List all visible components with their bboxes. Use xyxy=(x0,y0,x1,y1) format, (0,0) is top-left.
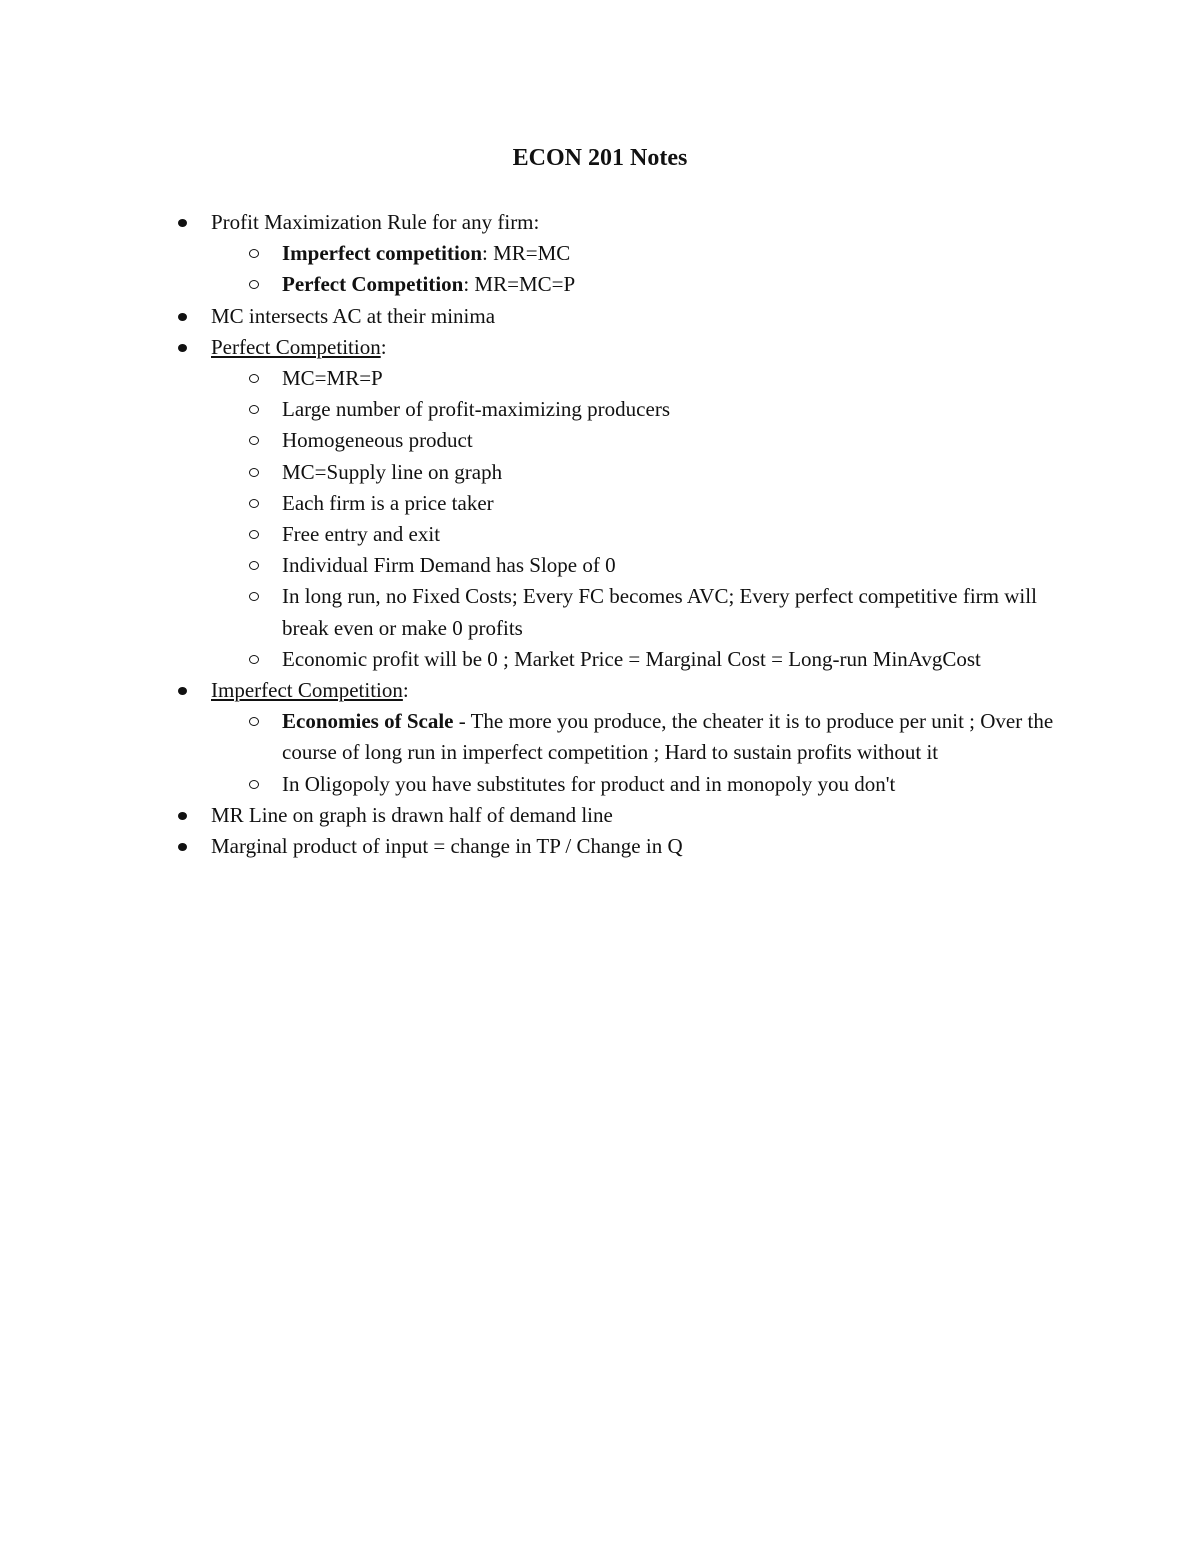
item-text: : xyxy=(402,678,409,703)
bullet-item xyxy=(0,207,1071,238)
item-text: MC=MR=P xyxy=(282,366,383,391)
item-bold-term: Perfect Competition xyxy=(282,272,464,297)
item-text: : xyxy=(380,334,387,359)
sub-bullet-item xyxy=(0,425,1072,456)
hollow-bullet-icon xyxy=(249,436,259,445)
hollow-bullet-icon xyxy=(249,592,259,601)
item-text: : MR=MC xyxy=(482,241,571,266)
item-bold-term: Economies of Scale xyxy=(282,709,454,734)
item-text: In Oligopoly you have substitutes for product and in monopoly you don't xyxy=(282,771,896,796)
hollow-bullet-icon xyxy=(249,561,259,570)
item-text: Marginal product of input = change in TP / Change in Q xyxy=(211,834,683,859)
sub-bullet-item xyxy=(0,394,1072,425)
item-text: Individual Firm Demand has Slope of 0 xyxy=(282,553,616,578)
hollow-bullet-icon xyxy=(249,499,259,508)
hollow-bullet-icon xyxy=(249,280,259,289)
sub-bullet-item xyxy=(0,644,1072,675)
notes-list xyxy=(0,207,1200,862)
sub-bullet-item xyxy=(0,519,1072,550)
filled-bullet-icon xyxy=(178,219,187,227)
item-text: MC=Supply line on graph xyxy=(282,459,503,484)
hollow-bullet-icon xyxy=(249,780,259,789)
sub-bullet-item xyxy=(0,581,1072,643)
sub-bullet-item xyxy=(0,238,1072,269)
hollow-bullet-icon xyxy=(249,374,259,383)
bullet-item xyxy=(0,800,1071,831)
bullet-item xyxy=(0,301,1071,332)
item-text: Each firm is a price taker xyxy=(282,490,494,515)
sub-bullet-item xyxy=(0,769,1072,800)
section-heading: Perfect Competition xyxy=(211,334,381,359)
sub-bullet-item xyxy=(0,488,1072,519)
item-text: In long run, no Fixed Costs; Every FC becomes AVC; Every perfect competitive firm will break even or make 0 profits xyxy=(282,584,1037,640)
hollow-bullet-icon xyxy=(249,405,259,414)
hollow-bullet-icon xyxy=(249,249,259,258)
sub-bullet-item xyxy=(0,457,1072,488)
hollow-bullet-icon xyxy=(249,530,259,539)
filled-bullet-icon xyxy=(178,687,187,695)
sub-bullet-item xyxy=(0,363,1072,394)
item-bold-term: Imperfect competition xyxy=(282,241,483,266)
item-text: Economic profit will be 0 ; Market Price = Marginal Cost = Long-run MinAvgCost xyxy=(282,646,981,671)
bullet-item xyxy=(0,332,1071,363)
item-text: - The more you produce, the cheater it is to produce per unit ; Over the course of long run in imperfect competition ; Hard to sustain profits without it xyxy=(282,709,1054,765)
bullet-item xyxy=(0,675,1071,706)
item-text: Large number of profit-maximizing producers xyxy=(282,397,670,422)
hollow-bullet-icon xyxy=(249,655,259,664)
filled-bullet-icon xyxy=(178,812,187,820)
item-text: Profit Maximization Rule for any firm: xyxy=(211,210,540,234)
sub-bullet-item xyxy=(0,550,1072,581)
item-text: Homogeneous product xyxy=(282,428,473,453)
item-text: MC intersects AC at their minima xyxy=(211,303,496,328)
item-text: MR Line on graph is drawn half of demand line xyxy=(211,802,613,827)
item-text: : MR=MC=P xyxy=(463,272,576,297)
item-text: Free entry and exit xyxy=(282,522,441,547)
document-title: ECON 201 Notes xyxy=(512,145,688,171)
hollow-bullet-icon xyxy=(249,468,259,477)
section-heading: Imperfect Competition xyxy=(211,678,403,703)
sub-bullet-item xyxy=(0,269,1072,300)
filled-bullet-icon xyxy=(178,344,187,352)
sub-bullet-item xyxy=(0,706,1072,768)
bullet-item xyxy=(0,831,1071,862)
filled-bullet-icon xyxy=(178,313,187,321)
filled-bullet-icon xyxy=(178,843,187,851)
hollow-bullet-icon xyxy=(249,717,259,726)
